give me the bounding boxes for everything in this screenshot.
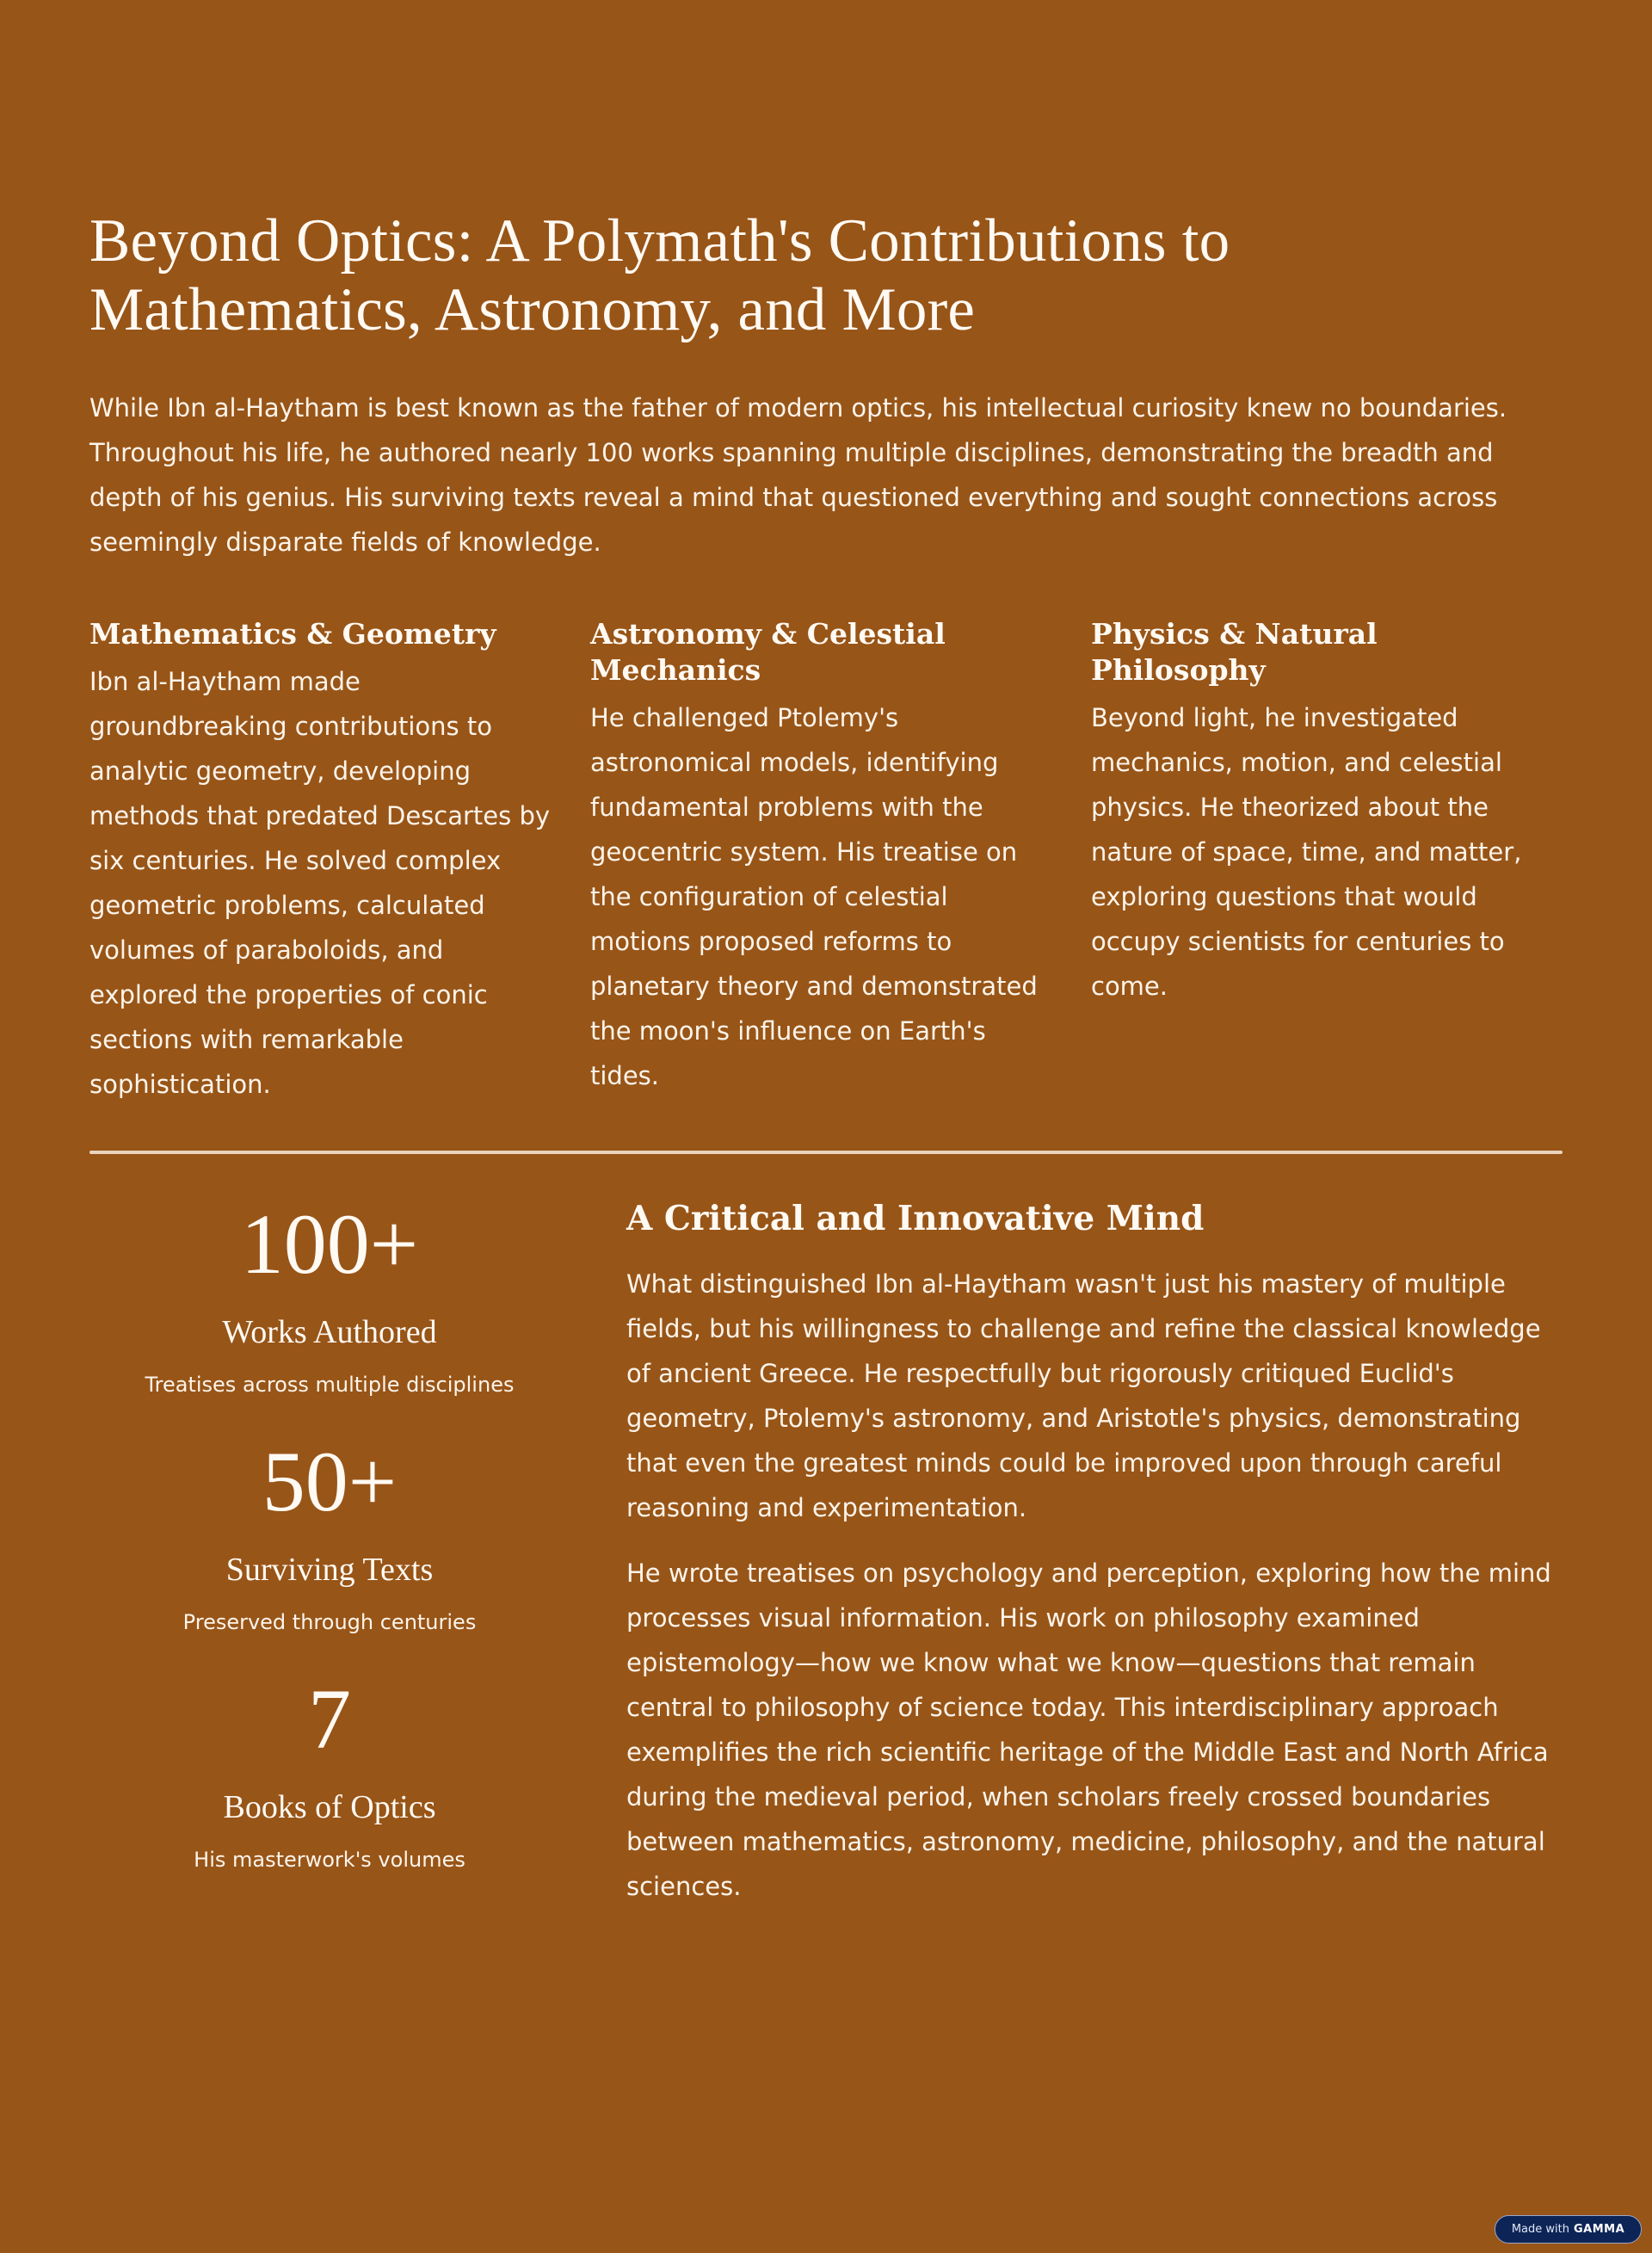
column-heading: Astronomy & Celestial Mechanics [590,617,946,687]
critical-mind-section [626,1196,1563,1909]
stat-label: Surviving Texts [225,1552,434,1588]
column-heading: Mathematics & Geometry [89,617,496,651]
page-title: Beyond Optics: A Polymath's Contributions to Mathematics, Astronomy, and More [89,207,1230,343]
stat-label: Works Authored [222,1314,437,1350]
gamma-logo: GAMMA [1573,2223,1625,2236]
discipline-columns [89,616,1563,1107]
stat-works-authored [89,1196,570,1399]
stats-column [89,1196,570,1909]
column-physics [1091,616,1556,1107]
section-paragraph-2: He wrote treatises on psychology and perception, exploring how the mind processes visual information. His work on philosophy examined epistemology—how we know what we know—questions that remain central to philosophy of science today. This interdisciplinary approach exemplifies the rich scientific heritage of the Middle East and North Africa during the medieval period, when scholars freely crossed boundaries between mathematics, astronomy, medicine, philosophy, and the natural sciences. [626,1559,1551,1901]
stat-description: Treatises across multiple disciplines [145,1373,515,1397]
page-content [89,207,1563,1107]
column-body: Ibn al-Haytham made groundbreaking contributions to analytic geometry, developing methods that predated Descartes by six centuries. He solved complex geometric problems, calculated volumes of paraboloids, and explored the properties of conic sections with remarkable sophistication. [89,667,551,1099]
column-astronomy [590,616,1055,1107]
stat-value: 100+ [240,1196,419,1292]
section-heading: A Critical and Innovative Mind [626,1199,1205,1238]
lower-section [89,1196,1563,1909]
made-with-gamma-badge[interactable] [1495,2215,1642,2244]
stat-value: 50+ [262,1434,398,1529]
column-body: He challenged Ptolemy's astronomical models, identifying fundamental problems with the geocentric system. His treatise on the configuration of celestial motions proposed reforms to planetary theory and demonstrated the moon's influence on Earth's tides. [590,703,1038,1090]
stat-value: 7 [308,1671,351,1767]
badge-prefix: Made with [1511,2223,1569,2236]
stat-description: His masterwork's volumes [194,1848,465,1872]
stat-label: Books of Optics [223,1789,436,1825]
stat-description: Preserved through centuries [182,1610,477,1634]
column-mathematics [89,616,554,1107]
stat-books-of-optics [89,1671,570,1874]
stat-surviving-texts [89,1434,570,1637]
column-heading: Physics & Natural Philosophy [1091,617,1378,687]
column-body: Beyond light, he investigated mechanics, motion, and celestial physics. He theorized about the nature of space, time, and matter, exploring questions that would occupy scientists for centuries to come. [1091,703,1522,1001]
section-paragraph-1: What distinguished Ibn al-Haytham wasn't just his mastery of multiple fields, but his willingness to challenge and refine the classical knowledge of ancient Greece. He respectfully but rigorously critiqued Euclid's geometry, Ptolemy's astronomy, and Aristotle's physics, demonstrating that even the greatest minds could be improved upon through careful reasoning and experimentation. [626,1269,1541,1522]
intro-paragraph: While Ibn al-Haytham is best known as the father of modern optics, his intellectual curiosity knew no boundaries. Throughout his life, he authored nearly 100 works spanning multiple disciplines, demonstrating the breadth and depth of his genius. His surviving texts reveal a mind that questioned everything and sought connections across seemingly disparate fields of knowledge. [89,393,1507,557]
section-divider [89,1151,1563,1154]
